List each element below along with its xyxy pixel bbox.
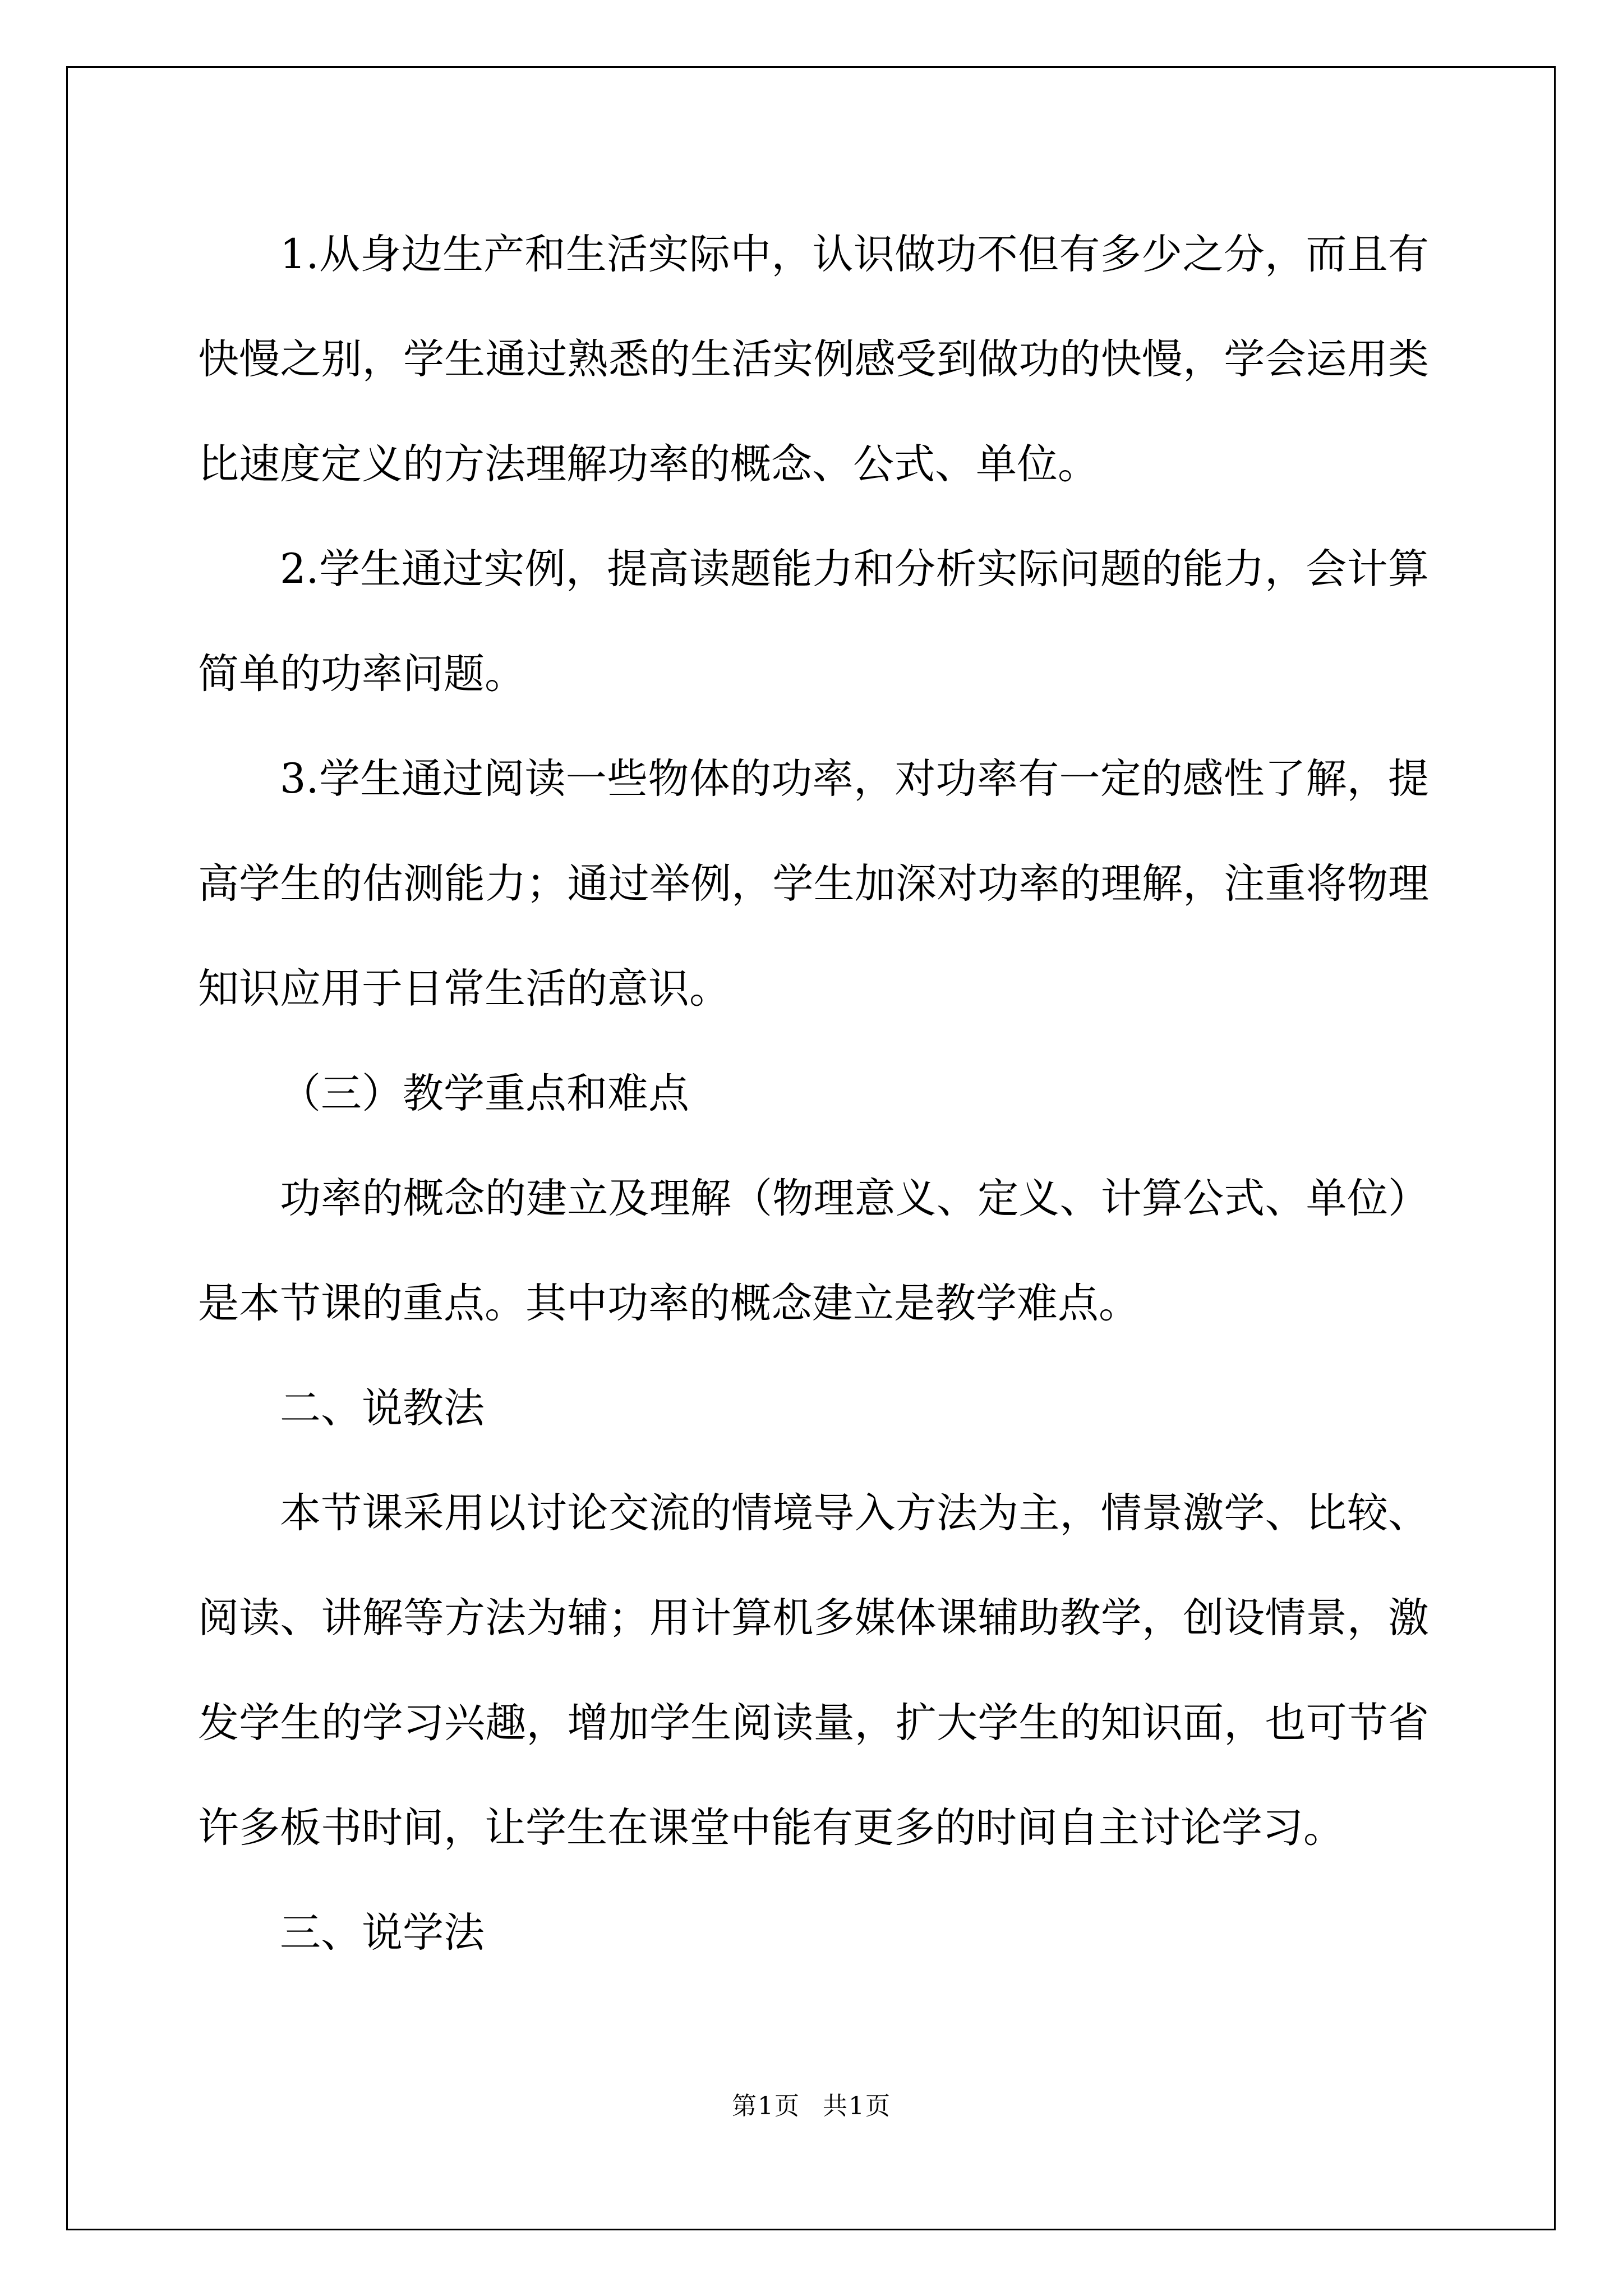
paragraph-objective-2: 2.学生通过实例，提高读题能力和分析实际问题的能力，会计算简单的功率问题。 — [198, 545, 1429, 698]
paragraph-objective-3: 3.学生通过阅读一些物体的功率，对功率有一定的感性了解，提高学生的估测能力；通过举例，学生加深对功率的理解，注重将物理知识应用于日常生活的意识。 — [198, 755, 1429, 1013]
page-number-current: 第1页 — [732, 2092, 800, 2120]
page-footer — [0, 2086, 1623, 2122]
paragraph-teaching-method: 本节课采用以讨论交流的情境导入方法为主，情景激学、比较、阅读、讲解等方法为辅；用计算机多媒体课辅助教学，创设情景，激发学生的学习兴趣，增加学生阅读量，扩大学生的知识面，也可节省许多板书时间，让学生在课堂中能有更多的时间自主讨论学习。 — [198, 1489, 1429, 1852]
paragraph-key-points: 功率的概念的建立及理解（物理意义、定义、计算公式、单位）是本节课的重点。其中功率的概念建立是教学难点。 — [198, 1175, 1429, 1327]
section-heading-key-points: （三）教学重点和难点 — [280, 1070, 689, 1117]
section-heading-teaching-method: 二、说教法 — [280, 1384, 485, 1432]
section-heading-learning-method: 三、说学法 — [280, 1909, 485, 1957]
page-number-total: 共1页 — [823, 2092, 891, 2120]
document-body — [198, 202, 1429, 1985]
paragraph-objective-1: 1.从身边生产和生活实际中，认识做功不但有多少之分，而且有快慢之别，学生通过熟悉的生活实例感受到做功的快慢，学会运用类比速度定义的方法理解功率的概念、公式、单位。 — [198, 231, 1429, 488]
